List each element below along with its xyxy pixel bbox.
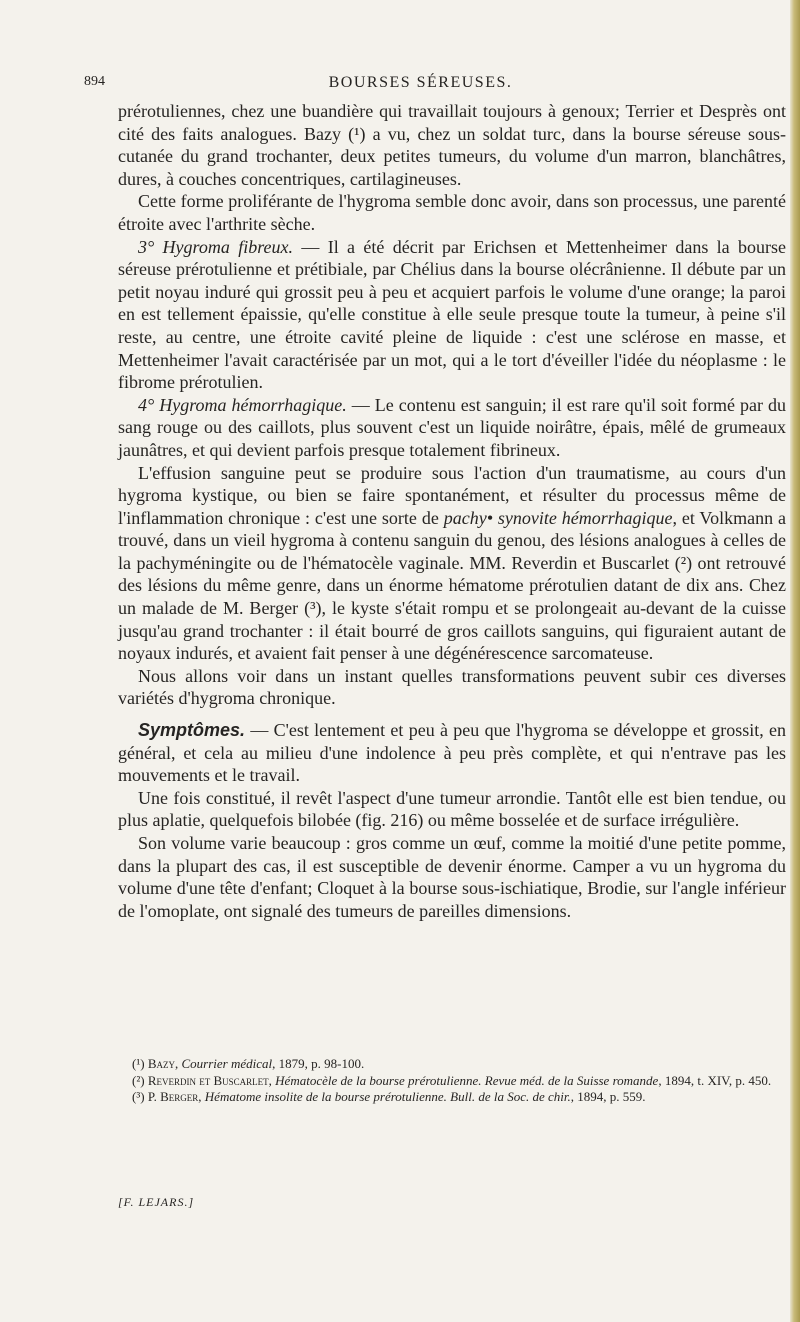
footnote-source: Hématome insolite de la bourse prérotulienne. Bull. de la Soc. de chir. [204,1089,571,1104]
paragraph: Une fois constitué, il revêt l'aspect d'une tumeur arrondie. Tantôt elle est bien tendue, ou plus aplatie, quelquefois bilobée (fig. 216) ou même bosselée et de surface irrégulière. [118,787,786,831]
author-signature: [F. LEJARS.] [118,1195,195,1209]
paragraph: Nous allons voir dans un instant quelles transformations peuvent subir ces diverses variétés d'hygroma chronique. [118,665,786,709]
paragraph: Cette forme proliférante de l'hygroma semble donc avoir, dans son processus, une parenté étroite avec l'arthrite sèche. [118,191,786,234]
section-text: — C'est lentement et peu à peu que l'hygroma se développe et grossit, en général, et cela au milieu d'une indolence à peu près complète, et qui n'entrave pas les mouvements et le travail. [118,720,786,786]
section-heading: Symptômes. [138,720,246,741]
page-edge [790,0,800,1322]
footnote-source: Courrier médical [181,1056,273,1071]
footnote-rest: , 1894, p. 559. [570,1089,646,1104]
text-run: L'effusion sanguine peut se produire sous l'action d'un traumatisme, au cours d'un hygroma kystique, ou bien se faire spontanément, et résulter du processus même de l'inflammation chronique : c'est une sorte de [118,462,786,528]
running-title: BOURSES SÉREUSES. [328,74,513,91]
running-header [58,74,783,96]
section-symptoms [118,719,786,787]
footnote-mark: (³) [132,1089,145,1104]
section-hemorrhagic-hygroma [118,394,786,462]
footnote-author: Reverdin et Buscarlet [147,1072,269,1088]
paragraph: Son volume varie beaucoup : gros comme un œuf, comme la moitié d'une petite pomme, dans la plupart des cas, il est susceptible de devenir énorme. Camper a vu un hygroma du volume d'une tête d'enfant; Cloquet à la bourse sous-ischiatique, Brodie, sur l'angle inférieur de l'omoplate, ont signalé des tumeurs de pareilles dimensions. [118,833,786,921]
footnote-rest: , 1879, p. 98-100. [272,1056,365,1071]
section-label: 4° Hygroma hémorrhagique. [138,394,347,415]
footnote-mark: (¹) [132,1056,145,1071]
footnote: (²) Reverdin et Buscarlet, Hématocèle de la bourse prérotulienne. Revue méd. de la Suisse romande, 1894, t. XIV, p. 450. [132,1072,772,1088]
footnote-mark: (²) [132,1072,145,1088]
footnote: (³) P. Berger, Hématome insolite de la bourse prérotulienne. Bull. de la Soc. de chir., 1894, p. 559. [132,1089,646,1104]
paragraph: prérotuliennes, chez une buandière qui travaillait toujours à genoux; Terrier et Desprès ont cité des faits analogues. Bazy (¹) a vu, chez un soldat turc, dans la bourse séreuse sous-cutanée du grand trochanter, deux petites tumeurs, du volume d'un marron, blanchâtres, dures, à couches concentriques, cartilagineuses. [118,101,786,189]
footnote-rest: , 1894, t. XIV, p. 450. [658,1072,772,1088]
footnote-source: Hématocèle de la bourse prérotulienne. Revue méd. de la Suisse romande [275,1072,659,1088]
footnotes [118,1056,786,1106]
section-label: 3° Hygroma fibreux. [138,236,294,257]
footnote-author: Bazy [147,1056,175,1071]
section-text: — Le contenu est sanguin; il est rare qu'il soit formé par du sang rouge ou des caillots, plus souvent c'est un liquide noirâtre, épais, mêlé de grumeaux jaunâtres, et qui devient parfois presque totalement fibrineux. [118,394,787,460]
footnote-author: P. Berger [147,1089,199,1104]
italic-term: pachy• synovite hémorrhagique [443,507,673,528]
text-run: , et Volkmann a trouvé, dans un vieil hygroma à contenu sanguin du genou, des lésions analogues à celles de la pachyméningite ou de l'hématocèle vaginale. MM. Reverdin et Buscarlet (²) ont retrouvé des lésions du même genre, dans un énorme hématome prérotulien datant de dix ans. Chez un malade de M. Berger (³), le kyste s'était rompu et se prolongeait au-devant de la cuisse jusqu'au grand trochanter : il était bourré de gros caillots sanguins, qui figuraient autant de noyaux indurés, et avaient fait penser à une dégénérescence sarcomateuse. [118,507,786,664]
footnote: (¹) Bazy, Courrier médical, 1879, p. 98-100. [132,1056,365,1071]
book-page [58,0,787,1322]
paragraph-effusion [118,462,786,665]
section-text: — Il a été décrit par Erichsen et Mettenheimer dans la bourse séreuse prérotulienne et prétibiale, par Chélius dans la bourse olécrânienne. Il débute par un petit noyau induré qui grossit peu à peu et acquiert parfois le volume d'une orange; la paroi en est tellement épaissie, qu'elle constitue à elle seule presque toute la tumeur, à peine s'il reste, au centre, une étroite cavité pleine de liquide : c'est une sclérose en masse, et Mettenheimer l'avait caractérisée par un mot, qui a le tort d'éveiller l'idée du néoplasme : le fibrome prérotulien. [118,236,786,393]
main-text [118,100,786,922]
section-fibrous-hygroma [118,236,786,394]
page-number: 894 [84,74,105,89]
